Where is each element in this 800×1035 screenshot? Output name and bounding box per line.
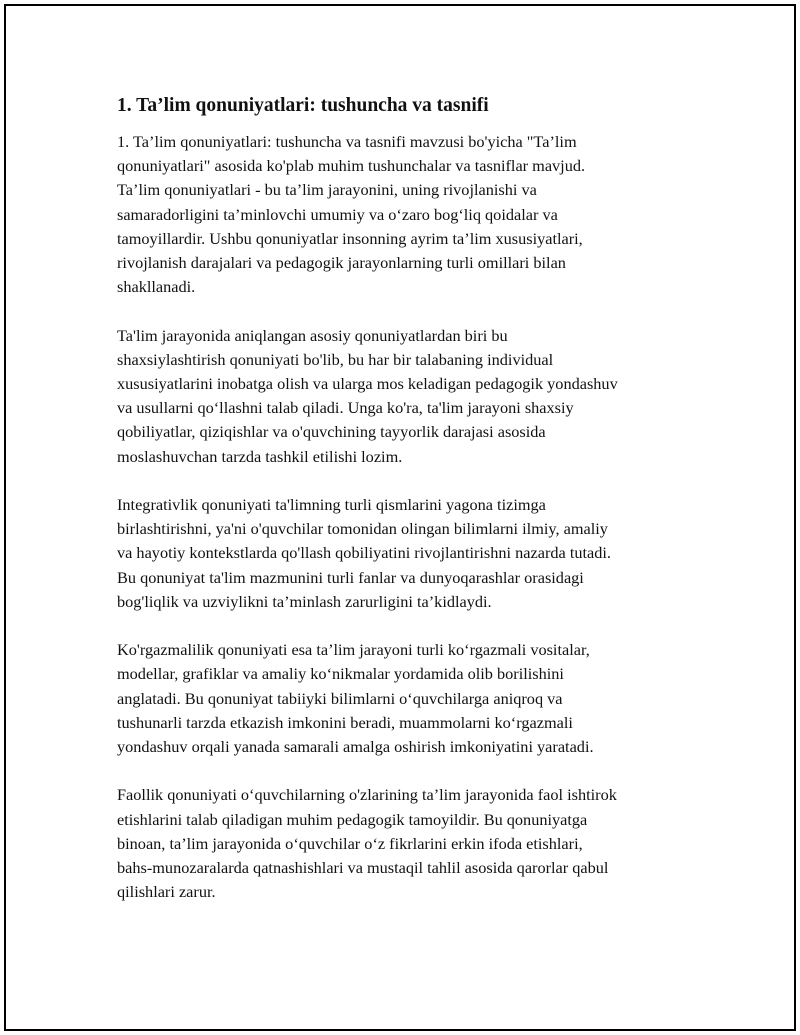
text-line: shaxsiylashtirish qonuniyati bo'lib, bu har bir talabaning individual — [117, 349, 554, 369]
text-line: bog'liqlik va uzviylikni ta’minlash zarurligini ta’kidlaydi. — [117, 591, 492, 611]
text-line: shakllanadi. — [117, 277, 196, 297]
text-line: tamoyillardir. Ushbu qonuniyatlar insonning ayrim ta’lim xususiyatlari, — [117, 228, 583, 248]
text-line: moslashuvchan tarzda tashkil etilishi lozim. — [117, 446, 403, 466]
text-line: birlashtirishni, ya'ni o'quvchilar tomonidan olingan bilimlarni ilmiy, amaliy — [117, 519, 608, 539]
text-line: rivojlanish darajalari va pedagogik jarayonlarning turli omillari bilan — [117, 253, 566, 273]
text-line: bahs-munozaralarda qatnashishlari va mustaqil tahlil asosida qarorlar qabul — [117, 858, 609, 878]
text-line: Faollik qonuniyati o‘quvchilarning o'zlarining ta’lim jarayonida faol ishtirok — [117, 785, 617, 805]
document-body — [117, 94, 692, 929]
document-title: 1. Ta’lim qonuniyatlari: tushuncha va tasnifi — [117, 95, 489, 116]
text-line: 1. Ta’lim qonuniyatlari: tushuncha va tasnifi mavzusi bo'yicha "Ta’lim — [117, 132, 577, 151]
text-line: binoan, ta’lim jarayonida o‘quvchilar o‘z fikrlarini erkin ifoda etishlari, — [117, 833, 583, 853]
text-line: va usullarni qo‘llashni talab qiladi. Unga ko'ra, ta'lim jarayoni shaxsiy — [117, 398, 574, 418]
text-line: tushunarli tarzda etkazish imkonini beradi, muammolarni ko‘rgazmali — [117, 712, 573, 732]
text-line: etishlarini talab qiladigan muhim pedagogik tamoyildir. Bu qonuniyatga — [117, 809, 588, 829]
text-line: yondashuv orqali yanada samarali amalga oshirish imkoniyatini yaratadi. — [117, 737, 594, 757]
paragraph-1 — [117, 130, 692, 299]
text-line: Bu qonuniyat ta'lim mazmunini turli fanlar va dunyoqarashlar orasidagi — [117, 567, 584, 587]
paragraph-5 — [117, 783, 692, 904]
paragraph-2 — [117, 324, 692, 469]
text-line: va hayotiy kontekstlarda qo'llash qobiliyatini rivojlantirishni nazarda tutadi. — [117, 543, 611, 563]
text-line: modellar, grafiklar va amaliy ko‘nikmalar yordamida olib borilishini — [117, 664, 564, 684]
text-line: qonuniyatlari" asosida ko'plab muhim tushunchalar va tasniflar mavjud. — [117, 156, 586, 176]
paragraph-3 — [117, 493, 692, 614]
text-line: qobiliyatlar, qiziqishlar va o'quvchining tayyorlik darajasi asosida — [117, 422, 546, 442]
paragraph-4 — [117, 638, 692, 759]
text-line: Ko'rgazmalilik qonuniyati esa ta’lim jarayoni turli ko‘rgazmali vositalar, — [117, 640, 590, 660]
text-line: Ta'lim jarayonida aniqlangan asosiy qonuniyatlardan biri bu — [117, 325, 508, 345]
text-line: Ta’lim qonuniyatlari - bu ta’lim jarayonini, uning rivojlanishi va — [117, 180, 537, 200]
text-line: xususiyatlarini inobatga olish va ularga mos keladigan pedagogik yondashuv — [117, 374, 618, 394]
text-line: anglatadi. Bu qonuniyat tabiiyki bilimlarni o‘quvchilarga aniqroq va — [117, 688, 563, 708]
text-line: samaradorligini ta’minlovchi umumiy va o‘zaro bog‘liq qoidalar va — [117, 204, 558, 224]
text-line: qilishlari zarur. — [117, 882, 216, 902]
text-line: Integrativlik qonuniyati ta'limning turli qismlarini yagona tizimga — [117, 495, 546, 515]
